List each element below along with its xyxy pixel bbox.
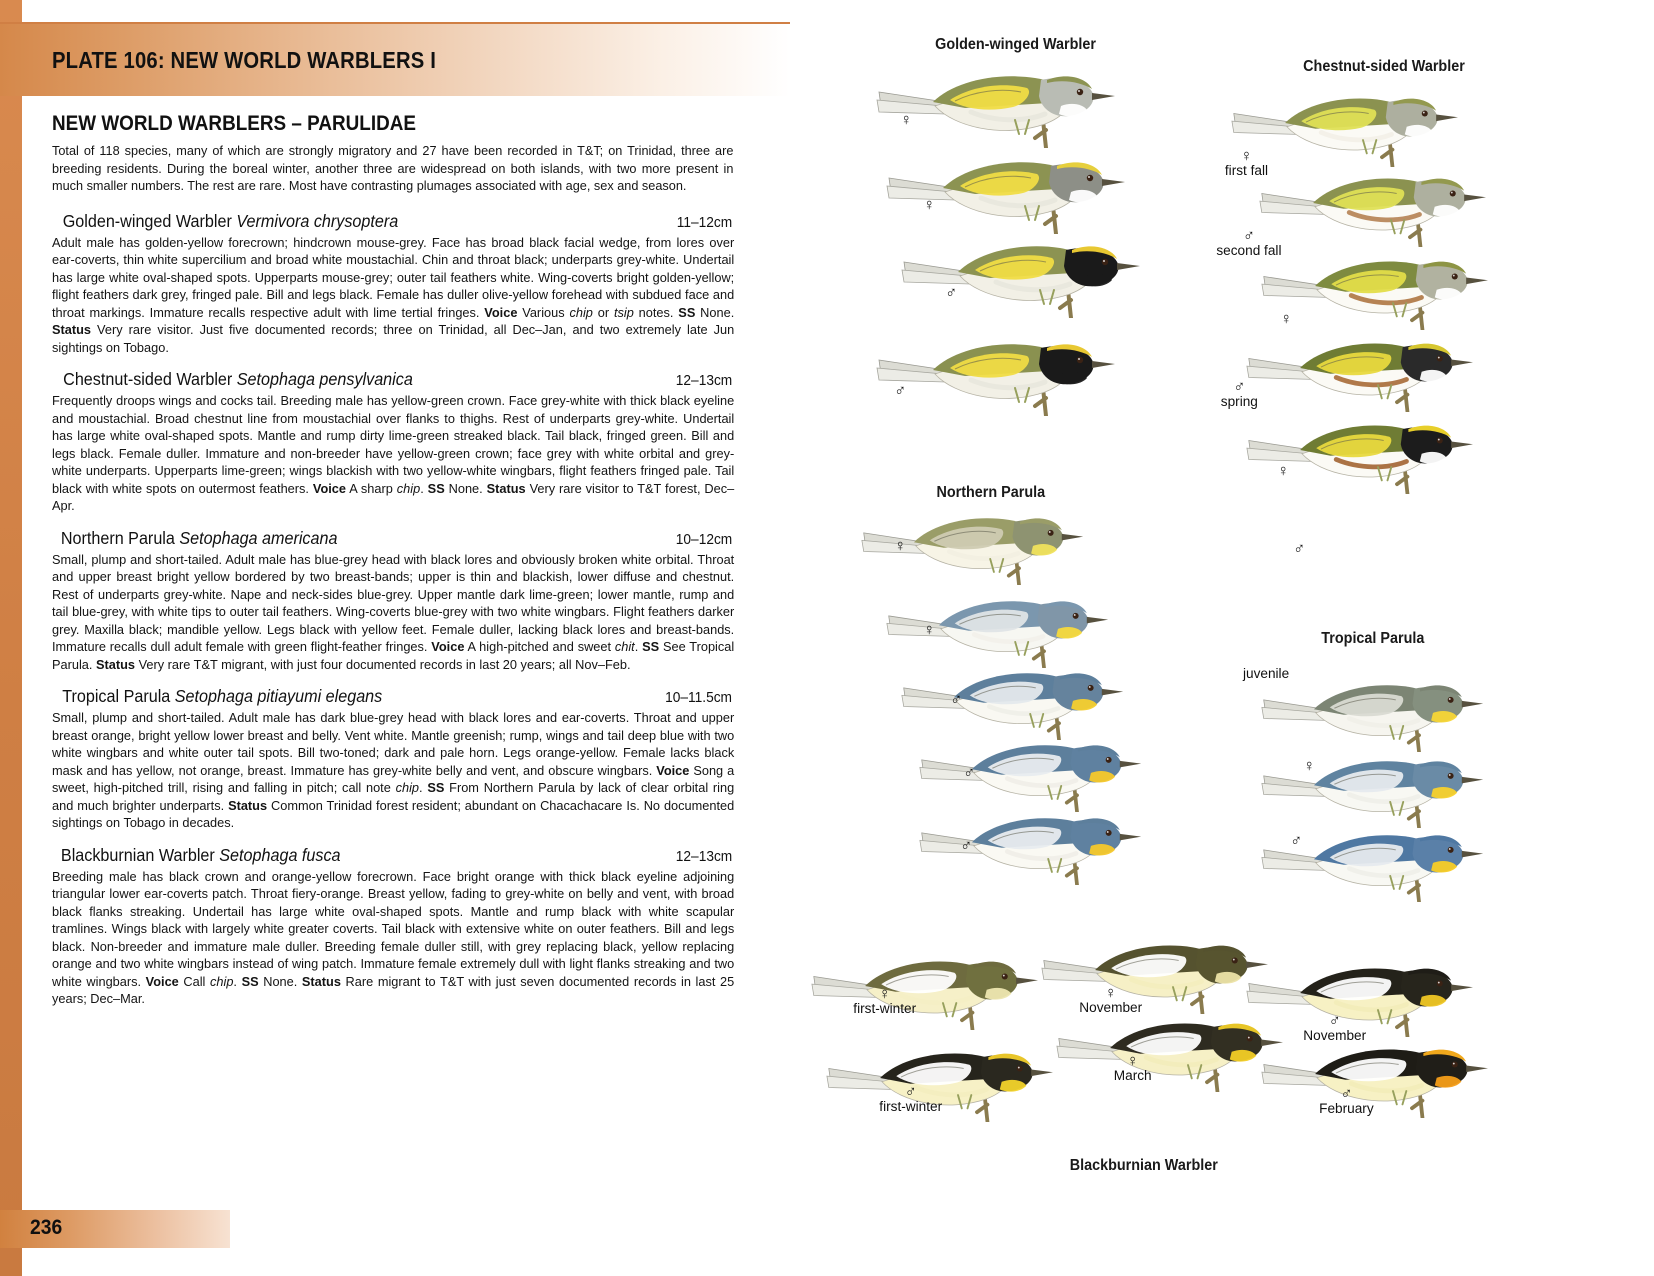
species-header <box>52 845 734 866</box>
species-size: 12–13cm <box>675 848 733 865</box>
species-size: 10–12cm <box>675 531 733 548</box>
specimen-label-text: spring <box>1220 394 1258 410</box>
bird-illustration <box>810 948 1048 1030</box>
bird-illustration <box>1260 248 1498 330</box>
bird-illustration <box>1258 165 1496 247</box>
species-description: Breeding male has black crown and orange-yellow forecrown. Face bright orange with thick black eyeline adjoining triangular lower ear-coverts patch. Throat fiery-orange. Breast yellow, fading to grey-white on belly and vent, with broad black flanks streaking. Undertail has large white oval-shaped spots. Mantle and rump black with white scapular tramlines. Wings black with largely white greater coverts. Tail black with extensive white on outer feathers. Bill and legs black. Non-breeder and immature male duller. Breeding female duller still, with grey replacing black, yellow replacing orange and two white wingbars instead of wing patch. Immature female extremely dull with light flanks streaking and two white wingbars. Voice Call chip. SS None. Status Rare migrant to T&T with just seven documented records in last 25 years; Dec–Mar. <box>52 868 735 1007</box>
species-account <box>52 845 734 1008</box>
specimen-label <box>1221 379 1258 411</box>
species-account <box>52 686 734 832</box>
bird-illustration <box>1245 330 1483 412</box>
species-header <box>52 686 734 707</box>
male-symbol-icon: ♂ <box>1290 832 1303 850</box>
species-account-list <box>52 211 734 1008</box>
male-symbol-icon: ♂ <box>1340 1085 1353 1103</box>
male-symbol-icon: ♂ <box>950 691 963 709</box>
species-account <box>52 369 734 515</box>
female-symbol-icon: ♀ <box>1303 757 1316 775</box>
male-symbol-icon: ♂ <box>1242 227 1255 245</box>
specimen-label-text: first-winter <box>853 1001 917 1017</box>
bird-illustration <box>1260 748 1493 828</box>
specimen-label <box>963 765 975 781</box>
specimen-label <box>1319 1086 1374 1118</box>
plate-group-label: Chestnut-sided Warbler <box>1303 58 1465 75</box>
species-name <box>62 686 382 707</box>
species-account <box>52 211 734 357</box>
species-scientific-name: Setophaga pitiayumi elegans <box>174 686 383 707</box>
specimen-label <box>879 1084 942 1116</box>
bird-illustration <box>1260 672 1493 752</box>
specimen-label <box>923 622 935 638</box>
female-symbol-icon: ♀ <box>878 985 891 1003</box>
specimen-label-text: first fall <box>1224 163 1269 179</box>
female-symbol-icon: ♀ <box>1104 984 1117 1002</box>
species-scientific-name: Setophaga pensylvanica <box>236 369 413 390</box>
specimen-label <box>923 197 935 213</box>
specimen-label <box>1243 667 1289 683</box>
specimen-label <box>950 692 962 708</box>
male-symbol-icon: ♂ <box>960 837 973 855</box>
species-size: 10–11.5cm <box>665 690 732 707</box>
specimen-label-text: second fall <box>1216 243 1282 259</box>
specimen-label-text: November <box>1079 1000 1143 1016</box>
species-size: 12–13cm <box>675 373 733 390</box>
bird-illustration <box>1040 932 1278 1014</box>
male-symbol-icon: ♂ <box>1328 1012 1341 1030</box>
specimen-label <box>960 838 972 854</box>
female-symbol-icon: ♀ <box>894 537 907 555</box>
bird-illustration <box>1260 1036 1498 1118</box>
bird-illustration <box>875 62 1125 148</box>
species-header <box>52 211 734 232</box>
text-column <box>52 112 734 1021</box>
species-description: Small, plump and short-tailed. Adult male has dark blue-grey head with black lores and ear-coverts. Throat and upper breast orange, bright yellow lower breast and belly. Vent white. Mantle greenish; rump, wings and tail deep blue with two white wingbars and white outer tail spots. Bill two-toned; dark and pale horn. Legs orange-yellow. Female lacks black mask and has yellow, not orange, breast. Immature has grey-white belly and vent, and obscure wingbars. Voice Song a sweet, high-pitched trill, rising and falling in pitch; call note chip. SS From Northern Parula by lack of clear orbital ring and much brighter underparts. Status Common Trinidad forest resident; abundant on Chacachacare Is. No documented sightings on Tobago in decades. <box>52 710 735 831</box>
specimen-label <box>1225 148 1268 180</box>
species-scientific-name: Vermivora chrysoptera <box>236 210 399 231</box>
female-symbol-icon: ♀ <box>1280 310 1293 328</box>
species-common-name: Blackburnian Warbler <box>60 844 220 865</box>
illustration-plate <box>790 0 1654 1276</box>
specimen-label <box>1114 1053 1152 1085</box>
plate-group-label: Golden-winged Warbler <box>935 36 1096 53</box>
specimen-label <box>1280 311 1292 327</box>
specimen-label-text: March <box>1113 1068 1152 1084</box>
male-symbol-icon: ♂ <box>1293 540 1306 558</box>
bird-illustration <box>900 660 1133 740</box>
species-name <box>61 528 338 549</box>
specimen-label <box>1079 985 1142 1017</box>
specimen-label-text: February <box>1319 1101 1374 1117</box>
specimen-label <box>894 383 906 399</box>
specimen-label <box>1277 463 1289 479</box>
female-symbol-icon: ♀ <box>923 621 936 639</box>
bird-illustration <box>918 732 1151 812</box>
species-description: Frequently droops wings and cocks tail. Breeding male has yellow-green crown. Face grey-white with thick black eyeline and moustachial. Broad chestnut line from moustachial over flanks to thighs. Rest of underparts grey-white. Undertail has large white oval-shaped spots. Mantle and rump dirty lime-green streaked black. Tail black, fringed green. Bill and legs black. Female duller. Immature and non-breeder have yellow-green crown; face grey with white orbital and grey-white underparts. Upperparts lime-green; wings blackish with two yellow-white wingbars, flight feathers fringed pale. Tail black with white spots on outermost feathers. Voice A sharp chip. SS None. Status Very rare visitor to T&T forest, Dec–Apr. <box>52 393 735 514</box>
species-description: Adult male has golden-yellow forecrown; hindcrown mouse-grey. Face has broad black facial wedge, from lores over ear-coverts, thin white supercilium and broad white moustachial. Chin and throat black; underparts grey-white. Undertail has large white oval-shaped spots. Upperparts mouse-grey; outer tail feathers white. Wing-coverts bright golden-yellow; flight feathers dark grey, fringed pale. Bill and legs black. Female has duller olive-yellow forehead with subdued face and throat markings. Immature recalls respective adult with lime tertial fringes. Voice Various chip or tsip notes. SS None. Status Very rare visitor. Just five documented records; three on Trinidad, all Dec–Jan, and two extremely late Jun sightings on Tobago. <box>52 234 735 355</box>
bird-illustration <box>825 1040 1063 1122</box>
male-symbol-icon: ♂ <box>945 284 958 302</box>
page-title: PLATE 106: NEW WORLD WARBLERS I <box>52 46 437 73</box>
plate-group-label: Northern Parula <box>936 484 1046 501</box>
species-header <box>52 528 734 549</box>
specimen-label <box>1303 758 1315 774</box>
family-intro-paragraph: Total of 118 species, many of which are strongly migratory and 27 have been recorded in T&T; on Trinidad, three are breeding residents. During the boreal winter, another three are widespread on both islands, with two more present in much smaller numbers. The rest are rare. Most have contrasting plumages associated with age, sex and season. <box>52 143 734 194</box>
species-size: 11–12cm <box>676 214 733 231</box>
species-header <box>52 369 734 390</box>
specimen-label <box>900 112 912 128</box>
bird-illustration <box>885 588 1118 668</box>
plate-group-label: Blackburnian Warbler <box>1069 1157 1218 1174</box>
species-common-name: Northern Parula <box>60 527 180 548</box>
bird-illustration <box>918 805 1151 885</box>
specimen-label <box>1290 833 1302 849</box>
species-scientific-name: Setophaga americana <box>179 527 338 548</box>
bird-illustration <box>900 232 1150 318</box>
specimen-label <box>1216 228 1281 260</box>
female-symbol-icon: ♀ <box>900 111 913 129</box>
female-symbol-icon: ♀ <box>1240 147 1253 165</box>
plate-header-band <box>0 22 790 96</box>
plate-group-label: Tropical Parula <box>1321 630 1425 647</box>
species-description: Small, plump and short-tailed. Adult male has blue-grey head with black lores and obviously broken white orbital. Throat and upper breast bright yellow bordered by two breast-bands; upper is thin and blackish, lower diffuse and chestnut. Rest of underparts grey-white. Nape and neck-sides blue-grey. Upper mantle dark lime-green; lower mantle, rump and tail blue-grey, with white tips to outer tail feathers. Wing-coverts blue-grey with two white wingbars. Flight feathers darker grey. Maxilla black; mandible yellow. Legs black with yellow feet. Female duller, lacking black lores and breast-bands. Immature recalls dull adult female with green flight-feather fringes. Voice A high-pitched and sweet chit. SS See Tropical Parula. Status Very rare T&T migrant, with just four documented records in last 20 years; all Nov–Feb. <box>52 551 735 672</box>
species-account <box>52 528 734 674</box>
species-name <box>63 369 413 390</box>
species-name <box>63 211 399 232</box>
specimen-label-text: first-winter <box>879 1099 943 1115</box>
specimen-label-text: juvenile <box>1242 666 1290 682</box>
bird-illustration <box>885 148 1135 234</box>
female-symbol-icon: ♀ <box>1277 462 1290 480</box>
specimen-label <box>1293 541 1305 557</box>
specimen-label <box>894 538 906 554</box>
bird-illustration <box>1245 412 1483 494</box>
page-number: 236 <box>30 1216 63 1239</box>
family-heading: NEW WORLD WARBLERS – PARULIDAE <box>52 112 416 135</box>
specimen-label <box>945 285 957 301</box>
page-spine-bar <box>0 0 22 1276</box>
bird-illustration <box>875 330 1125 416</box>
species-common-name: Tropical Parula <box>62 686 175 707</box>
species-name <box>61 845 341 866</box>
male-symbol-icon: ♂ <box>1233 378 1246 396</box>
specimen-label <box>853 986 916 1018</box>
species-scientific-name: Setophaga fusca <box>219 844 341 865</box>
female-symbol-icon: ♀ <box>923 196 936 214</box>
male-symbol-icon: ♂ <box>904 1083 917 1101</box>
specimen-label <box>1303 1013 1366 1045</box>
male-symbol-icon: ♂ <box>894 382 907 400</box>
species-common-name: Chestnut-sided Warbler <box>63 369 237 390</box>
specimen-label-text: November <box>1303 1028 1367 1044</box>
female-symbol-icon: ♀ <box>1126 1052 1139 1070</box>
species-common-name: Golden-winged Warbler <box>62 210 237 231</box>
male-symbol-icon: ♂ <box>963 764 976 782</box>
